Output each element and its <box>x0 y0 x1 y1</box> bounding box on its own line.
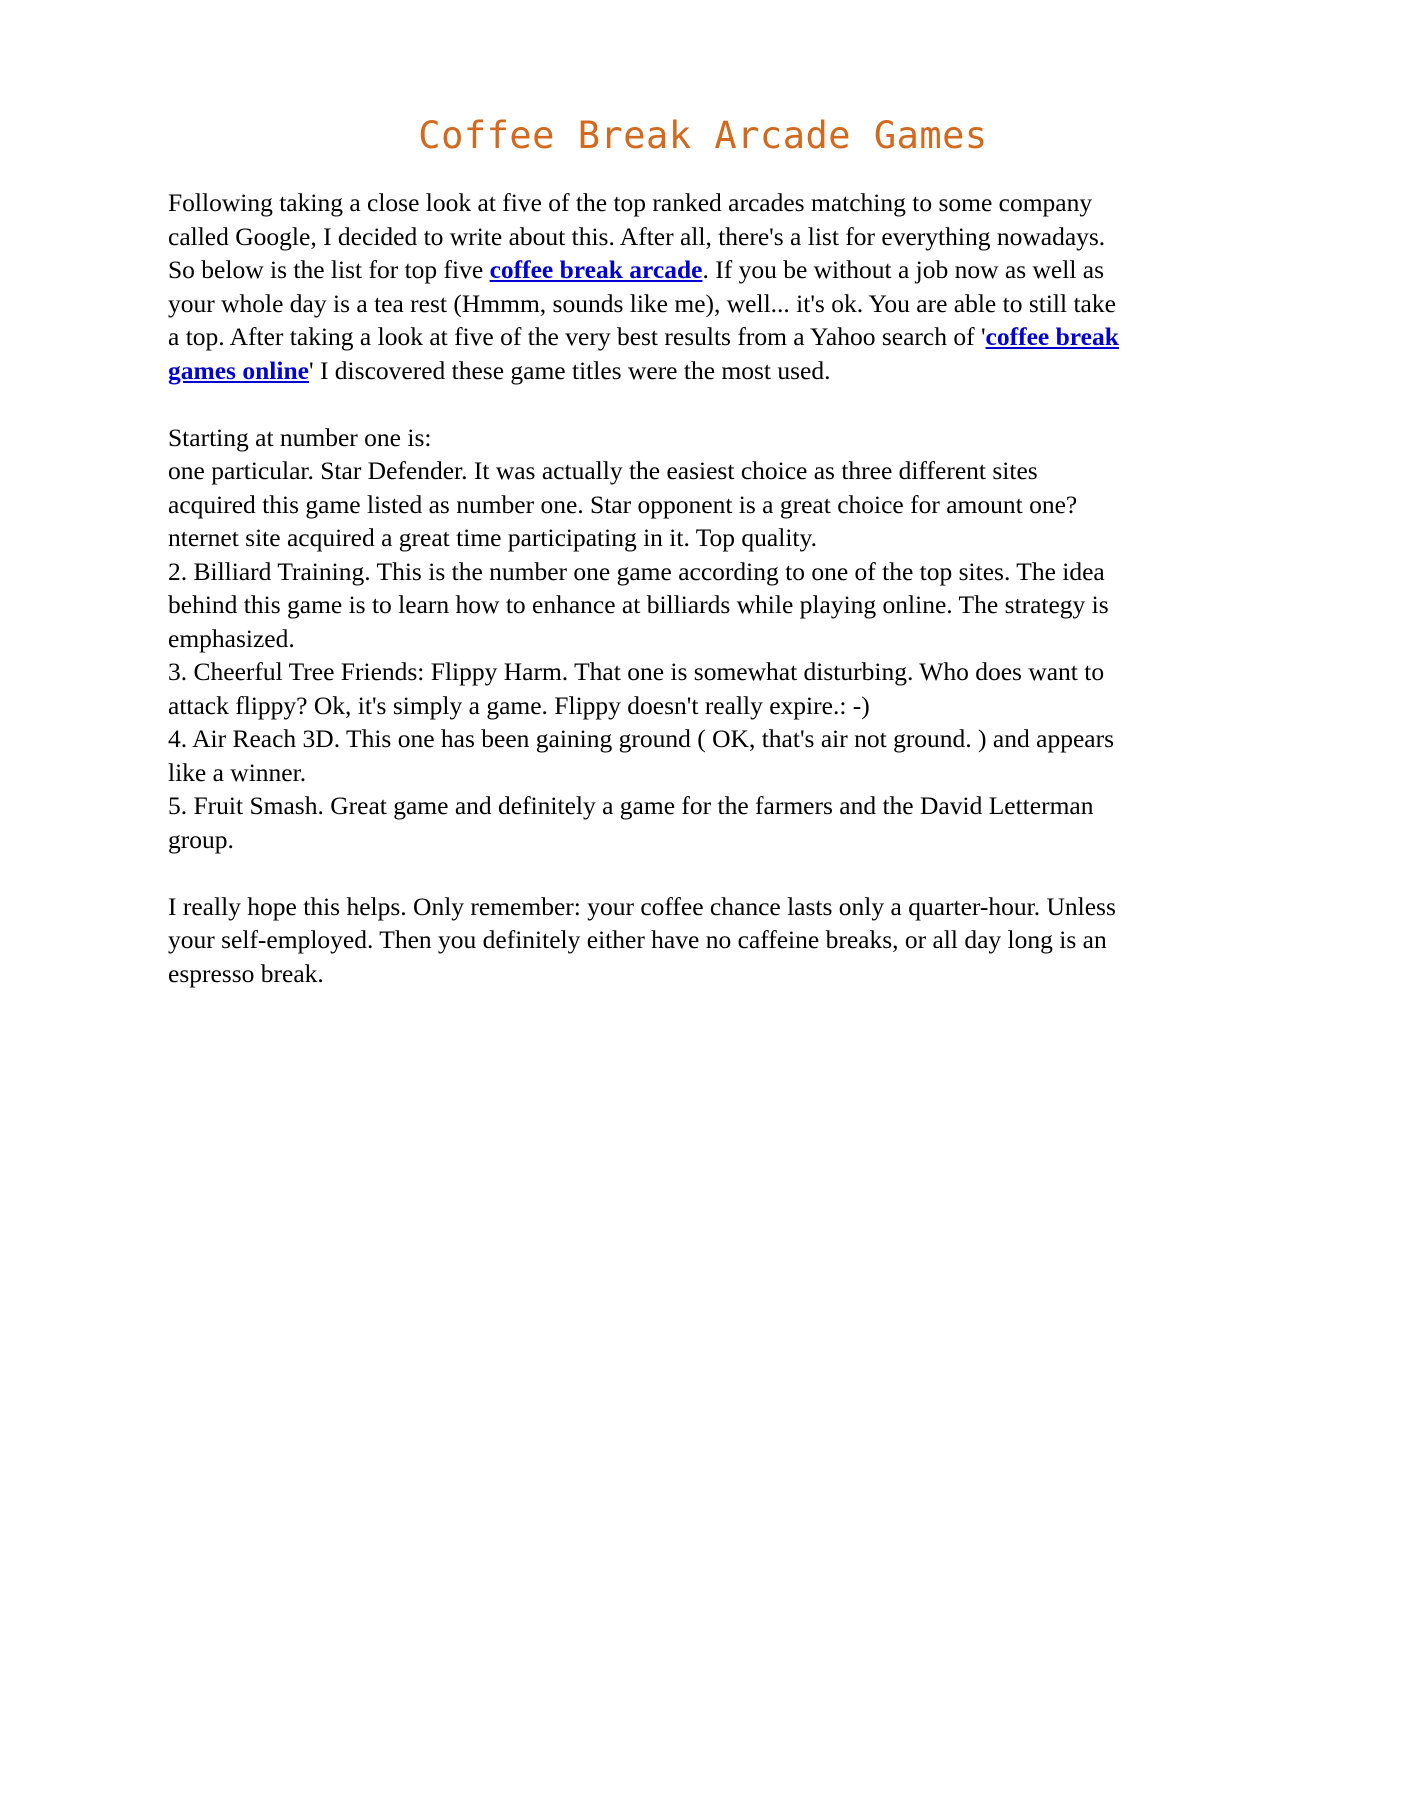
paragraph-spacer-1 <box>168 387 1130 421</box>
closing-paragraph: I really hope this helps. Only remember: your coffee chance lasts only a quarter-hour. Unless your self-employed. Then you definitely either have no caffeine breaks, or all day long is an espresso break. <box>168 891 1116 988</box>
intro-text-part-2: . If you be without a job now as well as your whole day is a tea rest (Hmmm, sounds like me), well... it's ok. You are able to still take a top. After taking a look at five of the very best results from a Yahoo search of ' <box>168 255 1116 351</box>
list-item-5: 5. Fruit Smash. Great game and definitely a game for the farmers and the David Letterman group. <box>168 791 1094 854</box>
intro-text-part-1: Following taking a close look at five of the top ranked arcades matching to some company called Google, I decided to write about this. After all, there's a list for everything nowadays. So below is the list for top five <box>168 188 1106 284</box>
list-item-4: 4. Air Reach 3D. This one has been gaining ground ( OK, that's air not ground. ) and appears like a winner. <box>168 724 1114 787</box>
paragraph-spacer-2 <box>168 856 1130 890</box>
article-body <box>168 186 1130 990</box>
coffee-break-arcade-link[interactable]: coffee break arcade <box>489 255 703 284</box>
page-title: Coffee Break Arcade Games <box>418 114 988 157</box>
list-item-2: 2. Billiard Training. This is the number one game according to one of the top sites. The idea behind this game is to learn how to enhance at billiards while playing online. The strategy is emphasized. <box>168 556 1109 653</box>
intro-text-part-3: ' I discovered these game titles were the most used. <box>308 355 831 385</box>
list-item-1: one particular. Star Defender. It was actually the easiest choice as three different sites acquired this game listed as number one. Star opponent is a great choice for amount one? nternet site acquired a great time participating in it. Top quality. <box>168 456 1078 552</box>
list-intro-text: Starting at number one is: <box>168 422 432 452</box>
coffee-break-games-online-link[interactable]: coffee break games online <box>168 322 1119 385</box>
list-item-3: 3. Cheerful Tree Friends: Flippy Harm. That one is somewhat disturbing. Who does want to attack flippy? Ok, it's simply a game. Flippy doesn't really expire.: -) <box>168 657 1105 720</box>
intro-paragraph <box>168 186 1130 387</box>
